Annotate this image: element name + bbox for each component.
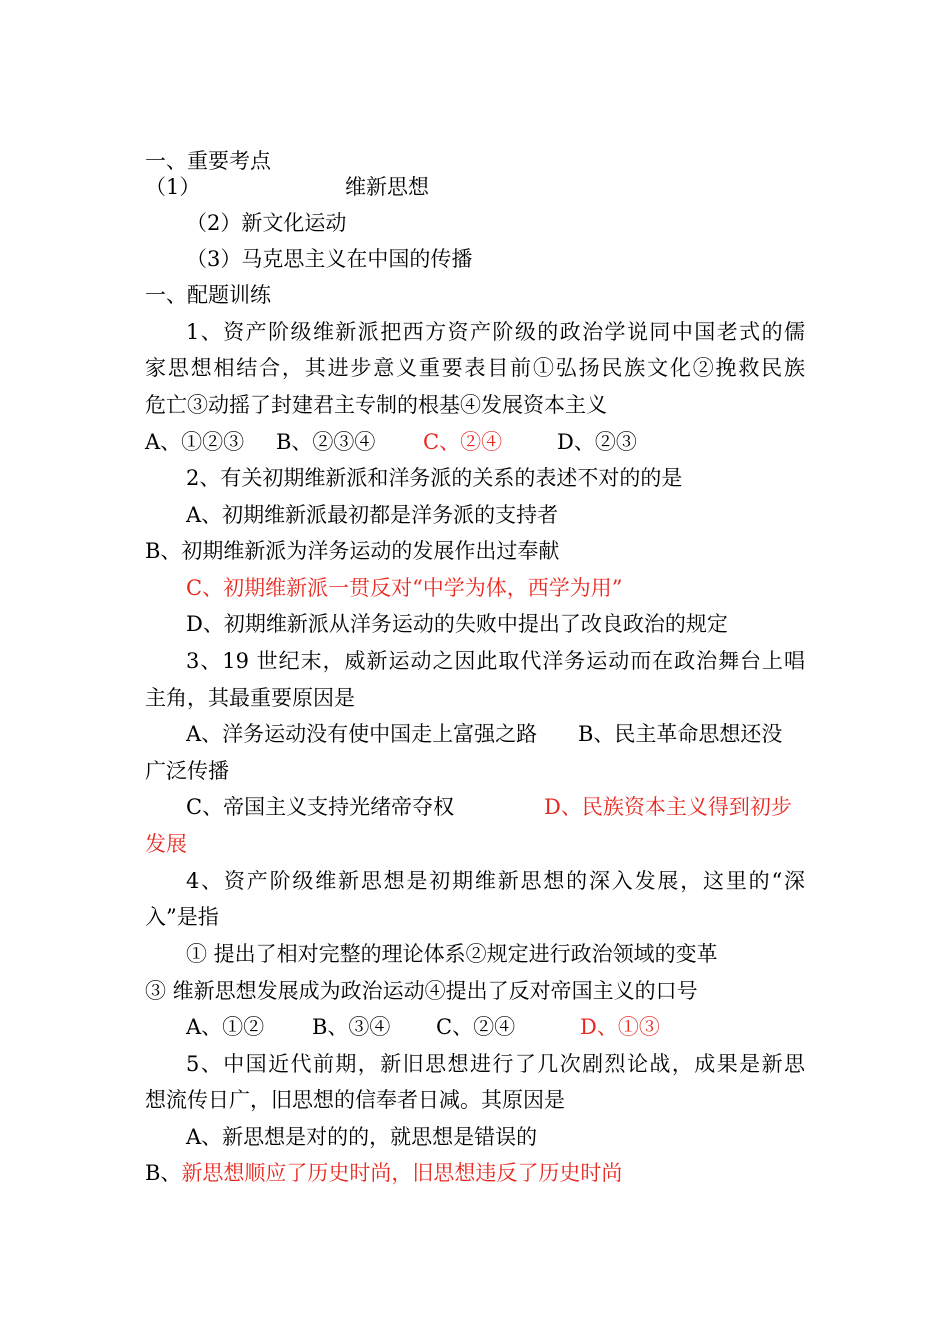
question-1-line-3: 危亡③动摇了封建君主专制的根基④发展资本主义 <box>145 393 607 417</box>
key-point-3: （3）马克思主义在中国的传播 <box>186 247 473 271</box>
question-3-option-d-answer-continued: 发展 <box>145 832 187 856</box>
question-1-option-b: B、②③④ <box>276 430 376 454</box>
question-3-options-ab <box>186 719 805 749</box>
question-5-option-b-letter: B、 <box>145 1161 182 1185</box>
key-point-2: （2）新文化运动 <box>186 211 347 235</box>
question-2-option-c-answer: C、初期维新派一贯反对“中学为体，西学为用” <box>186 576 623 600</box>
question-3-option-a: A、洋务运动没有使中国走上富强之路 <box>186 722 538 746</box>
question-2-option-d: D、初期维新派从洋务运动的失败中提出了改良政治的规定 <box>186 612 728 636</box>
question-3-option-d-answer: D、民族资本主义得到初步 <box>544 795 792 819</box>
question-1-line-2 <box>145 353 805 383</box>
question-4-line-2: 入”是指 <box>145 905 219 929</box>
question-3-option-c: C、帝国主义支持光绪帝夺权 <box>186 795 455 819</box>
question-1-option-d: D、②③ <box>557 430 637 454</box>
question-4-options <box>186 1012 805 1042</box>
question-3-option-b-continued: 广泛传播 <box>145 759 229 783</box>
question-2-option-a: A、初期维新派最初都是洋务派的支持者 <box>186 503 559 527</box>
key-point-1-text: 维新思想 <box>345 175 429 199</box>
question-3-line-2: 主角，其最重要原因是 <box>145 686 355 710</box>
question-5-option-b <box>145 1158 622 1188</box>
question-3-options-cd <box>186 792 805 822</box>
section-heading-key-points: 一、重要考点 <box>145 149 271 173</box>
question-3-line-1-text: 3、19 世纪末，威新运动之因此取代洋务运动而在政治舞台上唱 <box>186 649 805 673</box>
question-2-stem: 2、有关初期维新派和洋务派的关系的表述不对的的是 <box>186 466 683 490</box>
question-1-line-1-text: 1、资产阶级维新派把西方资产阶级的政治学说同中国老式的儒 <box>186 320 805 344</box>
question-4-statement-1-2: ① 提出了相对完整的理论体系②规定进行政治领域的变革 <box>186 942 718 966</box>
question-4-option-c: C、②④ <box>436 1015 516 1039</box>
section-heading-practice: 一、配题训练 <box>145 283 271 307</box>
question-4-option-b: B、③④ <box>312 1015 391 1039</box>
question-3-line-1 <box>186 646 805 676</box>
question-4-option-d-answer: D、①③ <box>580 1015 660 1039</box>
question-1-line-2-text: 家思想相结合，其进步意义重要表目前①弘扬民族文化②挽救民族 <box>145 356 805 380</box>
question-5-option-b-answer: 新思想顺应了历史时尚，旧思想违反了历史时尚 <box>181 1161 623 1185</box>
question-5-option-a: A、新思想是对的的，就思想是错误的 <box>186 1125 538 1149</box>
question-5-line-2: 想流传日广，旧思想的信奉者日减。其原因是 <box>145 1088 565 1112</box>
question-5-line-1 <box>186 1049 805 1079</box>
question-5-line-1-text: 5、中国近代前期，新旧思想进行了几次剧烈论战，成果是新思 <box>186 1052 805 1076</box>
question-4-option-a: A、①② <box>186 1015 265 1039</box>
question-4-line-1-text: 4、资产阶级维新思想是初期维新思想的深入发展，这里的“深 <box>186 869 805 893</box>
key-point-1-number: （1） <box>145 175 201 199</box>
question-1-options <box>145 427 805 457</box>
question-1-line-1 <box>186 317 805 347</box>
question-4-line-1 <box>186 866 805 896</box>
question-2-option-b: B、初期维新派为洋务运动的发展作出过奉献 <box>145 539 560 563</box>
question-1-option-a: A、①②③ <box>145 430 245 454</box>
question-4-statement-3-4: ③ 维新思想发展成为政治运动④提出了反对帝国主义的口号 <box>145 979 698 1003</box>
question-3-option-b: B、民主革命思想还没 <box>578 722 783 746</box>
question-1-option-c-answer: C、②④ <box>423 430 503 454</box>
